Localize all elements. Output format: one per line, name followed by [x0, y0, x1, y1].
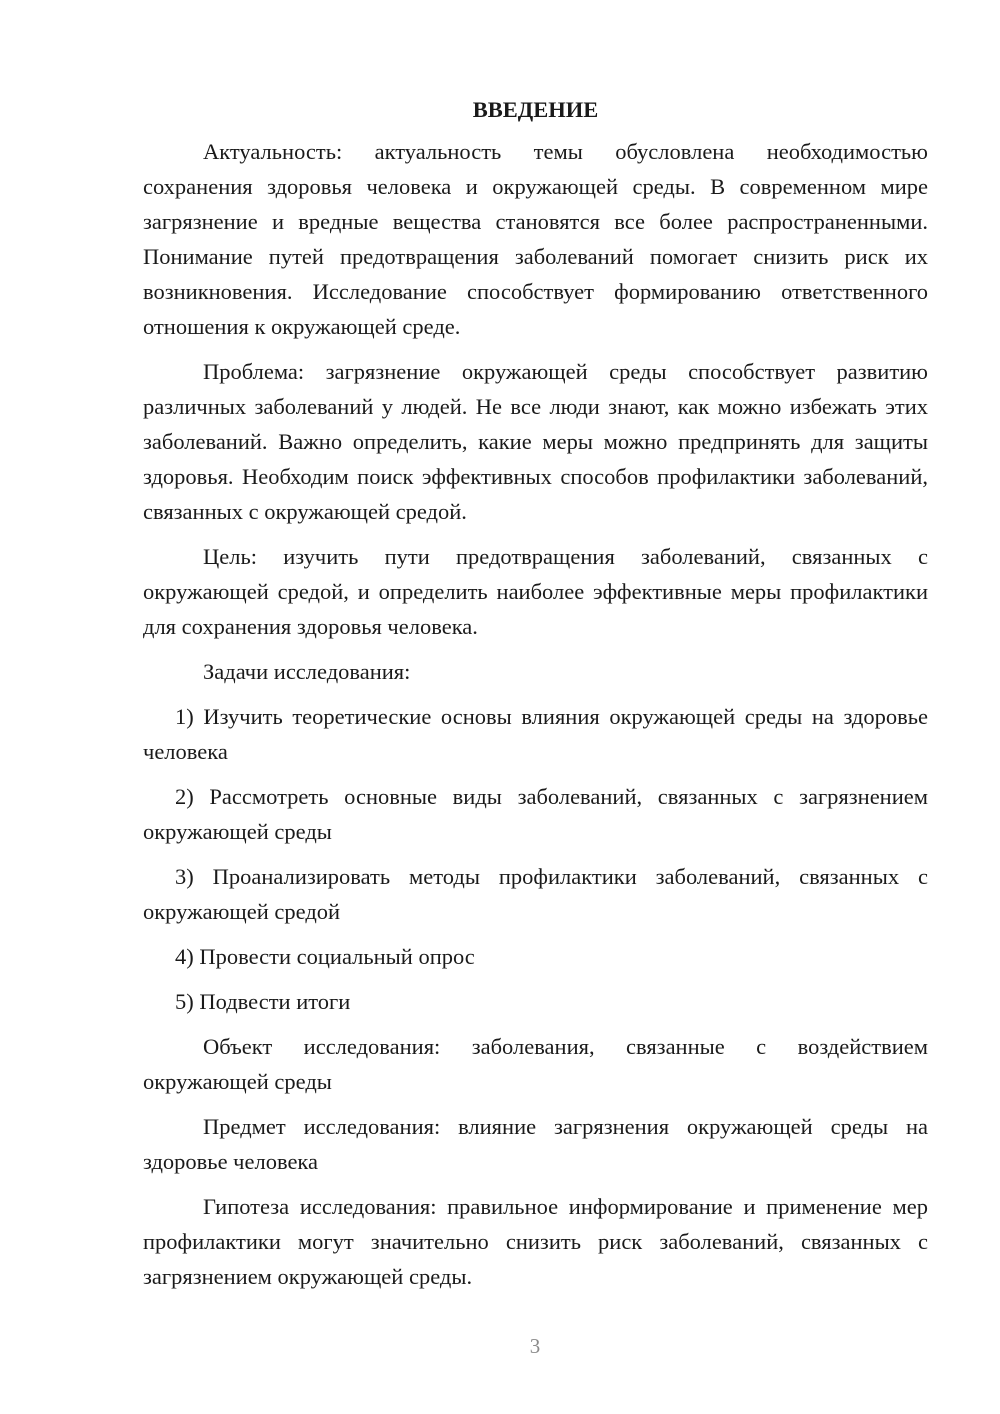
subject-paragraph: Предмет исследования: влияние загрязнения окружающей среды на здоровье человека: [143, 1114, 928, 1174]
list-item: 2) Рассмотреть основные виды заболеваний, связанных с загрязнением окружающей среды: [143, 784, 928, 844]
object-paragraph: Объект исследования: заболевания, связанные с воздействием окружающей среды: [143, 1034, 928, 1094]
relevance-paragraph: Актуальность: актуальность темы обусловлена необходимостью сохранения здоровья человека и окружающей среды. В современном мире загрязнение и вредные вещества становятся все более распространенными. Понимание путей предотвращения заболеваний помогает снизить риск их возникновения. Исследование способствует формированию ответственного отношения к окружающей среде.: [143, 139, 928, 339]
problem-paragraph: Проблема: загрязнение окружающей среды способствует развитию различных заболеваний у людей. Не все люди знают, как можно избежать этих заболеваний. Важно определить, какие меры можно предпринять для защиты здоровья. Необходим поиск эффективных способов профилактики заболеваний, связанных с окружающей средой.: [143, 359, 928, 524]
list-item: 4) Провести социальный опрос: [175, 944, 475, 969]
list-item: 1) Изучить теоретические основы влияния окружающей среды на здоровье человека: [143, 704, 928, 764]
goal-paragraph: Цель: изучить пути предотвращения заболеваний, связанных с окружающей средой, и определить наиболее эффективные меры профилактики для сохранения здоровья человека.: [143, 544, 928, 639]
section-heading: ВВЕДЕНИЕ: [472, 97, 599, 122]
list-item: 3) Проанализировать методы профилактики заболеваний, связанных с окружающей средой: [143, 864, 928, 924]
tasks-title: Задачи исследования:: [203, 659, 411, 684]
page-body: [143, 94, 928, 1304]
tasks-list: [143, 699, 928, 1019]
page-number: 3: [529, 1334, 541, 1358]
list-item: 5) Подвести итоги: [175, 989, 351, 1014]
hypothesis-paragraph: Гипотеза исследования: правильное информирование и применение мер профилактики могут значительно снизить риск заболеваний, связанных с загрязнением окружающей среды.: [143, 1194, 928, 1289]
